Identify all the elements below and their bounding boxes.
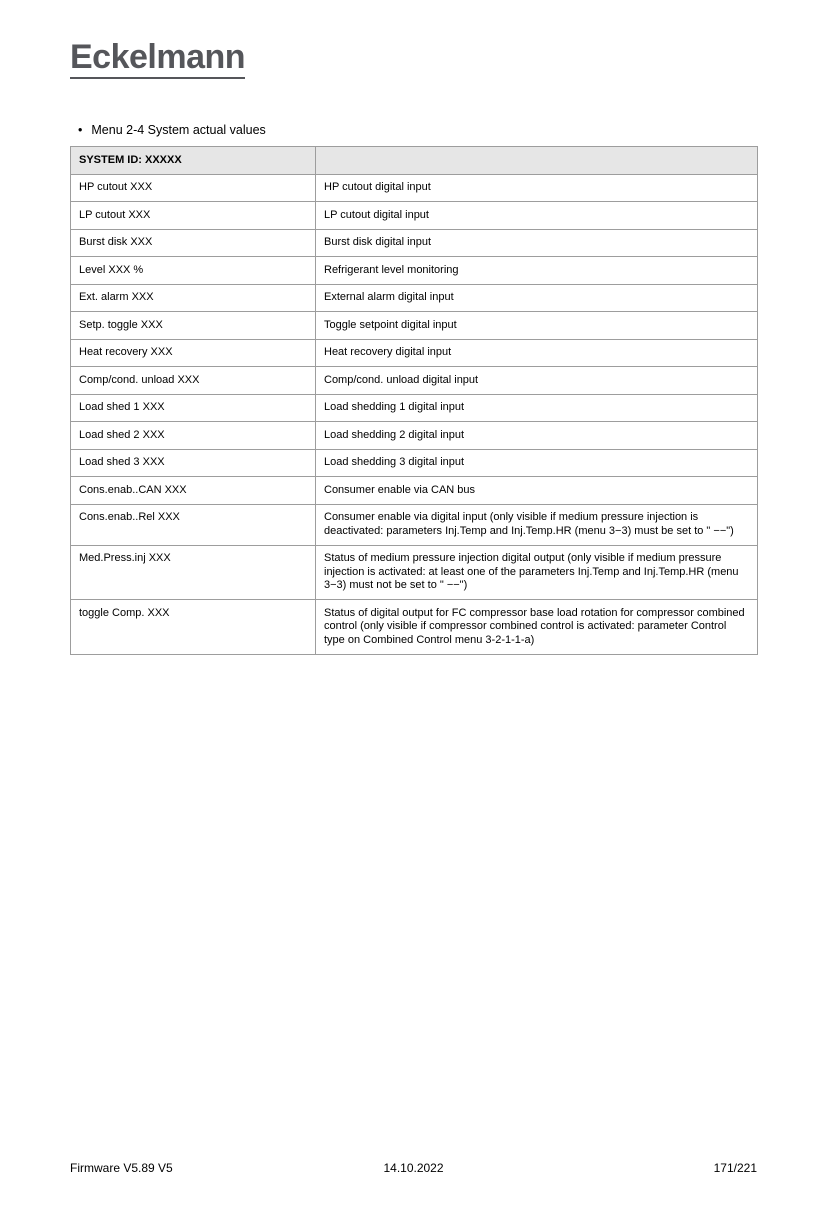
system-id-header-cell: SYSTEM ID: XXXXX <box>71 147 316 175</box>
desc-cell: Load shedding 1 digital input <box>316 394 758 422</box>
desc-cell: Consumer enable via CAN bus <box>316 477 758 505</box>
system-actual-values-table <box>70 146 758 655</box>
desc-cell: External alarm digital input <box>316 284 758 312</box>
param-cell: Cons.enab..CAN XXX <box>71 477 316 505</box>
table-row <box>71 477 758 505</box>
desc-cell: Load shedding 3 digital input <box>316 449 758 477</box>
table-row <box>71 339 758 367</box>
param-cell: Ext. alarm XXX <box>71 284 316 312</box>
logo-container <box>70 40 757 79</box>
table-row <box>71 600 758 655</box>
table-row <box>71 545 758 600</box>
desc-cell: HP cutout digital input <box>316 174 758 202</box>
table-header-row <box>71 147 758 175</box>
page-footer <box>70 1161 757 1175</box>
table-row <box>71 284 758 312</box>
desc-cell: Comp/cond. unload digital input <box>316 367 758 395</box>
param-cell: Load shed 2 XXX <box>71 422 316 450</box>
table-row <box>71 422 758 450</box>
table-row <box>71 394 758 422</box>
param-cell: Comp/cond. unload XXX <box>71 367 316 395</box>
footer-date: 14.10.2022 <box>383 1161 444 1175</box>
param-cell: Load shed 3 XXX <box>71 449 316 477</box>
table-row <box>71 202 758 230</box>
param-cell: Heat recovery XXX <box>71 339 316 367</box>
desc-cell: Toggle setpoint digital input <box>316 312 758 340</box>
desc-cell: Status of digital output for FC compressor base load rotation for compressor combined control (only visible if compressor combined control is activated: parameter Control type on Combined Control menu 3-2-1-1-a) <box>316 600 758 655</box>
section-heading <box>70 123 757 137</box>
desc-cell: Heat recovery digital input <box>316 339 758 367</box>
desc-cell: LP cutout digital input <box>316 202 758 230</box>
document-page <box>0 40 827 655</box>
desc-cell: Consumer enable via digital input (only visible if medium pressure injection is deactivated: parameters Inj.Temp and Inj.Temp.HR (menu 3−3) must be set to " −−") <box>316 504 758 545</box>
param-cell: Setp. toggle XXX <box>71 312 316 340</box>
table-row <box>71 174 758 202</box>
desc-cell: Burst disk digital input <box>316 229 758 257</box>
eckelmann-logo: Eckelmann <box>70 40 245 79</box>
bullet-icon: • <box>78 123 83 137</box>
param-cell: Level XXX % <box>71 257 316 285</box>
desc-cell: Refrigerant level monitoring <box>316 257 758 285</box>
param-cell: Med.Press.inj XXX <box>71 545 316 600</box>
param-cell: HP cutout XXX <box>71 174 316 202</box>
section-heading-text: Menu 2-4 System actual values <box>91 123 266 137</box>
table-row <box>71 312 758 340</box>
footer-firmware-version: Firmware V5.89 V5 <box>70 1161 173 1175</box>
param-cell: LP cutout XXX <box>71 202 316 230</box>
param-cell: Load shed 1 XXX <box>71 394 316 422</box>
table-row <box>71 229 758 257</box>
table-row <box>71 449 758 477</box>
empty-header-cell <box>316 147 758 175</box>
table-row <box>71 504 758 545</box>
param-cell: Cons.enab..Rel XXX <box>71 504 316 545</box>
desc-cell: Load shedding 2 digital input <box>316 422 758 450</box>
desc-cell: Status of medium pressure injection digital output (only visible if medium pressure injection is activated: at least one of the parameters Inj.Temp and Inj.Temp.HR (menu 3−3) must not be set to " −−") <box>316 545 758 600</box>
footer-page-number: 171/221 <box>713 1161 757 1175</box>
param-cell: Burst disk XXX <box>71 229 316 257</box>
param-cell: toggle Comp. XXX <box>71 600 316 655</box>
table-row <box>71 367 758 395</box>
table-row <box>71 257 758 285</box>
